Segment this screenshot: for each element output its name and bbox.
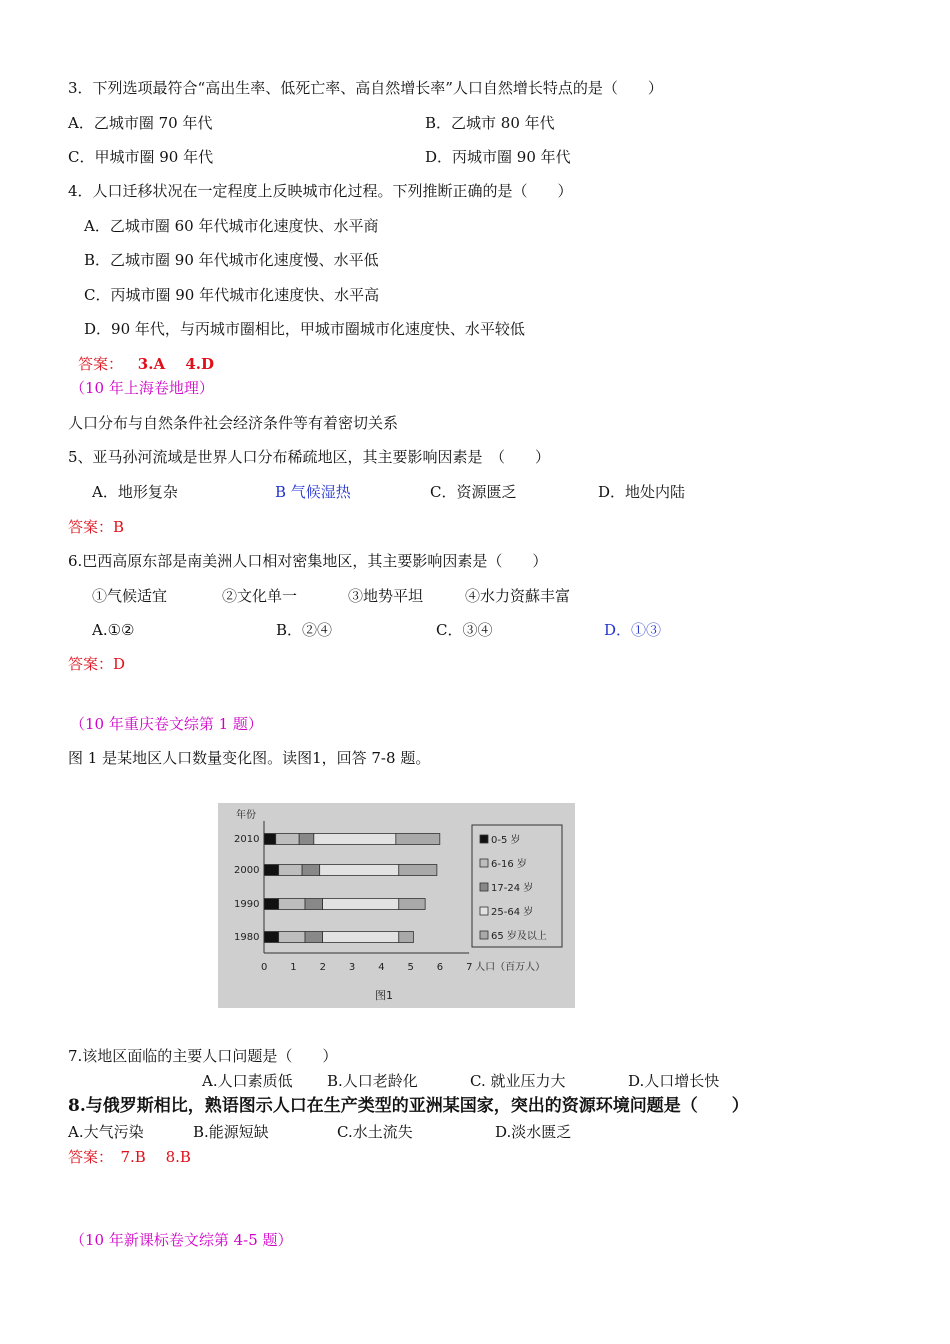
- bar-segment: [264, 834, 276, 845]
- bar-segment: [264, 899, 279, 910]
- q8-option-a: A.大气污染: [68, 1123, 144, 1141]
- q6-item-4: ④水力资蘇丰富: [465, 587, 571, 605]
- q7-option-c: C. 就业压力大: [470, 1072, 566, 1090]
- q4-option-d: D．90 年代，与丙城市圈相比，甲城市圈城市化速度快、水平较低: [84, 320, 525, 338]
- bar-segment: [314, 834, 396, 845]
- population-chart-svg: [218, 803, 575, 1008]
- bar-segment: [399, 865, 437, 876]
- answer-6: 答案：D: [68, 655, 126, 673]
- x-tick-label: 0: [261, 962, 268, 973]
- x-tick-label: 6: [436, 962, 444, 973]
- q3-option-b: B．乙城市 80 年代: [425, 114, 555, 132]
- q4-option-c: C．丙城市圈 90 年代城市化速度快、水平高: [84, 286, 380, 304]
- bar-segment: [323, 899, 399, 910]
- q5-stem: 5、亚马孙河流域是世界人口分布稀疏地区，其主要影响因素是 （ ）: [68, 448, 551, 466]
- x-tick-label: 4: [378, 962, 385, 973]
- source-shanghai: （10 年上海卷地理）: [70, 379, 214, 397]
- bar-segment: [302, 865, 320, 876]
- q4-option-b: B．乙城市圈 90 年代城市化速度慢、水平低: [84, 251, 379, 269]
- source-chongqing: （10 年重庆卷文综第 1 题）: [70, 715, 263, 733]
- bar-segment: [305, 899, 323, 910]
- q3-stem: 3．下列选项最符合“高出生率、低死亡率、高自然增长率”人口自然增长特点的是（ ）: [68, 79, 663, 97]
- q3-option-a: A．乙城市圈 70 年代: [68, 114, 213, 132]
- legend-swatch: [480, 835, 488, 843]
- q6-item-1: ①气候适宜: [92, 587, 168, 605]
- legend-label: 17-24 岁: [491, 883, 534, 894]
- category-label: 1990: [234, 899, 260, 910]
- q7-option-b: B.人口老龄化: [327, 1072, 418, 1090]
- bar-segment: [279, 865, 302, 876]
- bar-segment: [323, 932, 399, 943]
- legend-swatch: [480, 931, 488, 939]
- q8-stem: 8.与俄罗斯相比，熟语图示人口在生产类型的亚洲某国家，突出的资源环境问题是（ ）: [68, 1096, 749, 1116]
- x-tick-label: 2: [319, 962, 326, 973]
- bar-segment: [299, 834, 314, 845]
- legend-swatch: [480, 883, 488, 891]
- q6-option-c: C．③④: [436, 621, 493, 639]
- bar-segment: [264, 932, 279, 943]
- figure-caption: 图1: [375, 989, 393, 1002]
- answer-7-8: 答案： 7.B 8.B: [68, 1148, 191, 1166]
- bar-segment: [399, 932, 414, 943]
- q7-option-d: D.人口增长快: [628, 1072, 720, 1090]
- bar-segment: [399, 899, 425, 910]
- answer-label: 答案：: [78, 355, 124, 373]
- x-tick-label: 7: [466, 962, 473, 973]
- q3-option-c: C．甲城市圈 90 年代: [68, 148, 214, 166]
- legend-label: 0-5 岁: [491, 835, 521, 846]
- q6-option-b: B．②④: [276, 621, 333, 639]
- q6-item-3: ③地势平坦: [348, 587, 424, 605]
- answer-5: 答案：B: [68, 518, 125, 536]
- x-tick-label: 5: [407, 962, 414, 973]
- x-axis-label: 人口（百万人）: [475, 962, 546, 973]
- q7-stem: 7.该地区面临的主要人口问题是（ ）: [68, 1047, 338, 1065]
- category-label: 1980: [234, 932, 260, 943]
- answer-3-4: [78, 354, 214, 374]
- source-new-curriculum: （10 年新课标卷文综第 4-5 题）: [70, 1231, 293, 1249]
- intro-5-6: 人口分布与自然条件社会经济条件等有着密切关系: [68, 414, 399, 432]
- legend-label: 65 岁及以上: [491, 931, 547, 942]
- category-label: 2000: [234, 865, 260, 876]
- q8-option-d: D.淡水匮乏: [495, 1123, 572, 1141]
- q6-stem: 6.巴西高原东部是南美洲人口相对密集地区，其主要影响因素是（ ）: [68, 552, 548, 570]
- q6-option-d: D．①③: [604, 621, 662, 639]
- bar-segment: [320, 865, 399, 876]
- legend-label: 25-64 岁: [491, 907, 534, 918]
- legend-swatch: [480, 859, 488, 867]
- figure-1-population-chart: [218, 803, 575, 1008]
- intro-7-8: 图 1 是某地区人口数量变化图。读图1，回答 7-8 题。: [68, 749, 431, 767]
- q5-option-c: C．资源匮乏: [430, 483, 517, 501]
- q5-option-b: B 气候湿热: [275, 483, 351, 501]
- y-axis-label: 年份: [236, 810, 256, 821]
- q5-option-a: A．地形复杂: [92, 483, 178, 501]
- legend-swatch: [480, 907, 488, 915]
- q3-option-d: D．丙城市圈 90 年代: [425, 148, 571, 166]
- q8-option-b: B.能源短缺: [193, 1123, 269, 1141]
- q4-stem: 4．人口迁移状况在一定程度上反映城市化过程。下列推断正确的是（ ）: [68, 182, 573, 200]
- q7-option-a: A.人口素质低: [202, 1072, 293, 1090]
- x-tick-label: 3: [348, 962, 356, 973]
- q6-item-2: ②文化单一: [222, 587, 298, 605]
- category-label: 2010: [234, 834, 260, 845]
- bar-segment: [305, 932, 323, 943]
- q6-option-a: A.①②: [92, 621, 135, 639]
- bar-segment: [396, 834, 440, 845]
- bar-segment: [276, 834, 299, 845]
- answer-value: 3.A 4.D: [137, 355, 214, 373]
- bar-segment: [279, 932, 305, 943]
- bar-segment: [264, 865, 279, 876]
- legend-label: 6-16 岁: [491, 859, 527, 870]
- q4-option-a: A．乙城市圈 60 年代城市化速度快、水平商: [84, 217, 379, 235]
- q8-option-c: C.水土流失: [337, 1123, 413, 1141]
- bar-segment: [279, 899, 305, 910]
- q5-option-d: D．地处内陆: [598, 483, 686, 501]
- x-tick-label: 1: [290, 962, 297, 973]
